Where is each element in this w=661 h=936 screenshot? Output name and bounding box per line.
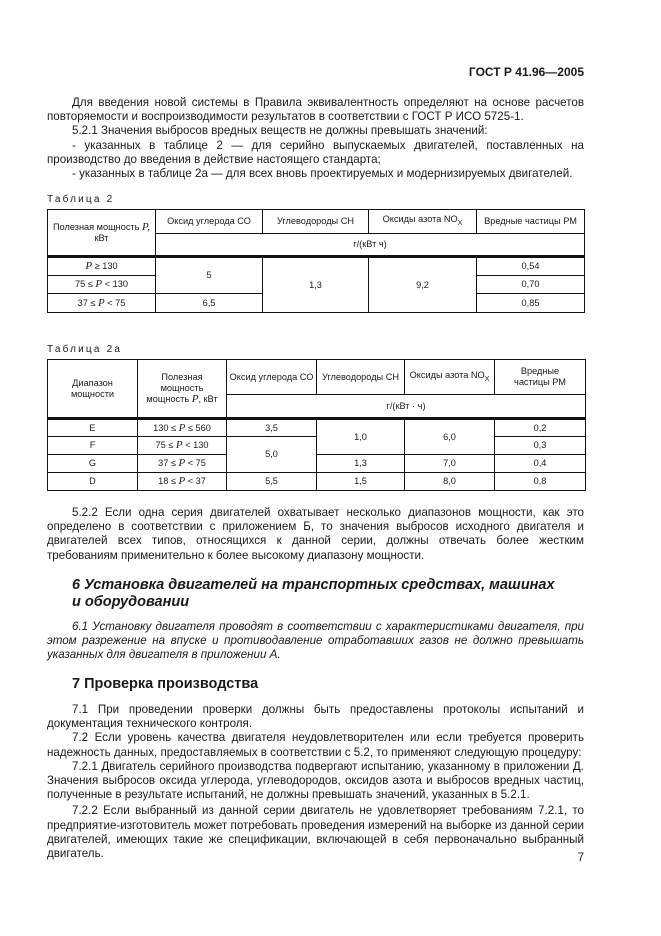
table-2a: [47, 359, 586, 491]
table-row: E 130 ≤ P ≤ 560 3,5 1,0 6,0 0,2: [48, 419, 586, 437]
clause-5-2-1-item-1: - указанных в таблице 2 — для серийно выпускаемых двигателей, поставленных на производство до введения в действие настоящего стандарта;: [47, 138, 584, 166]
intro-paragraph: Для введения новой системы в Правила эквивалентность определяют на основе расчетов повторяемости и воспроизводимости результатов в соответствии с ГОСТ Р ИСО 5725-1.: [47, 96, 584, 124]
clause-7-1: 7.1 При проведении проверки должны быть предоставлены протоколы испытаний и документация технического контроля.: [47, 703, 584, 731]
table-row: 75 ≤ P < 130 0,70: [48, 276, 585, 294]
table-row: F 75 ≤ P < 130 5,0 0,3: [48, 437, 586, 455]
clause-6-1-text: 6.1 Установку двигателя проводят в соответствии с характеристиками двигателя, при этом разрежение на впуске и противодавление отработавших газов не должно превышать указанных для двигателя в приложении А.: [47, 620, 584, 662]
header-unit: г/(кВт ч): [156, 234, 585, 257]
section-6-heading: [72, 577, 555, 611]
table-row: G 37 ≤ P < 75 1,3 7,0 0,4: [48, 455, 586, 473]
header-range: Диапазон мощности: [48, 360, 138, 419]
header-co: Оксид углерода СО: [156, 210, 263, 234]
header-nox: Оксиды азота $NO_X$: [369, 210, 477, 234]
section-6-title-line-2: и оборудовании: [72, 594, 190, 610]
clause-7-2: 7.2 Если уровень качества двигателя неудовлетворителен или если требуется проверить надежность данных, предоставляемых в соответствии с 5.2, то применяют следующую процедуру:: [47, 731, 584, 759]
table-row: P ≥ 130 5 1,3 9,2 0,54: [48, 257, 585, 276]
header-pm: Вредные частицы РМ: [477, 210, 585, 234]
header-power: Полезная мощность мощность P, кВт: [138, 360, 227, 419]
clause-5-2-2: [47, 506, 584, 563]
table-2-caption: Таблица 2: [47, 194, 115, 205]
section-7-heading: 7 Проверка производства: [72, 676, 259, 692]
section-7-body: [47, 703, 584, 861]
header-unit: г/(кВт · ч): [227, 395, 586, 419]
table-2: [47, 209, 585, 313]
table-2a-caption: Таблица 2а: [47, 344, 123, 355]
table-row: D 18 ≤ P < 37 5,5 1,5 8,0 0,8: [48, 473, 586, 491]
clause-5-2-2-text: 5.2.2 Если одна серия двигателей охватывает несколько диапазонов мощности, как это определено в соответствии с приложением Б, то значения выбросов исходного двигателя и двигателей всех типов, относящихся к данной серии, должны отвечать более жестким требованиям применительно к более высокому диапазону мощности.: [47, 506, 584, 562]
intro-section: [47, 96, 584, 181]
header-ch: Углеводороды СН: [263, 210, 369, 234]
document-id-header: ГОСТ Р 41.96—2005: [468, 65, 584, 79]
section-6-title-line-1: 6 Установка двигателей на транспортных средствах, машинах: [72, 577, 555, 593]
header-pm: Вредные частицы РМ: [495, 360, 586, 395]
clause-5-2-1-item-2: - указанных в таблице 2а — для всех вновь проектируемых и модернизируемых двигателей.: [72, 167, 573, 181]
header-power: Полезная мощность P, кВт: [48, 210, 156, 257]
header-co: Оксид углерода СО: [227, 360, 317, 395]
header-ch: Углеводороды СН: [317, 360, 405, 395]
clause-5-2-1: 5.2.1 Значения выбросов вредных веществ не должны превышать значений:: [72, 124, 488, 138]
page-number: 7: [577, 852, 584, 864]
clause-6-1: [47, 620, 584, 663]
header-nox: Оксиды азота $NO_X$: [405, 360, 495, 395]
table-row: 37 ≤ P < 75 6,5 0,85: [48, 294, 585, 313]
clause-7-2-1: 7.2.1 Двигатель серийного производства подвергают испытанию, указанному в приложении Д. Значения выбросов оксида углерода, углеводородов, оксидов азота и выбросов вредных частиц, полученные в результате испытаний, не должны превышать значений, указанных в 5.2.1.: [47, 759, 584, 802]
clause-7-2-2: 7.2.2 Если выбранный из данной серии двигатель не удовлетворяет требованиям 7.2.1, то предприятие-изготовитель может потребовать проведения измерений на выборке из данной серии двигателей, имеющих такие же спецификации, включающей в себя первоначально выбранный двигатель.: [47, 804, 584, 861]
